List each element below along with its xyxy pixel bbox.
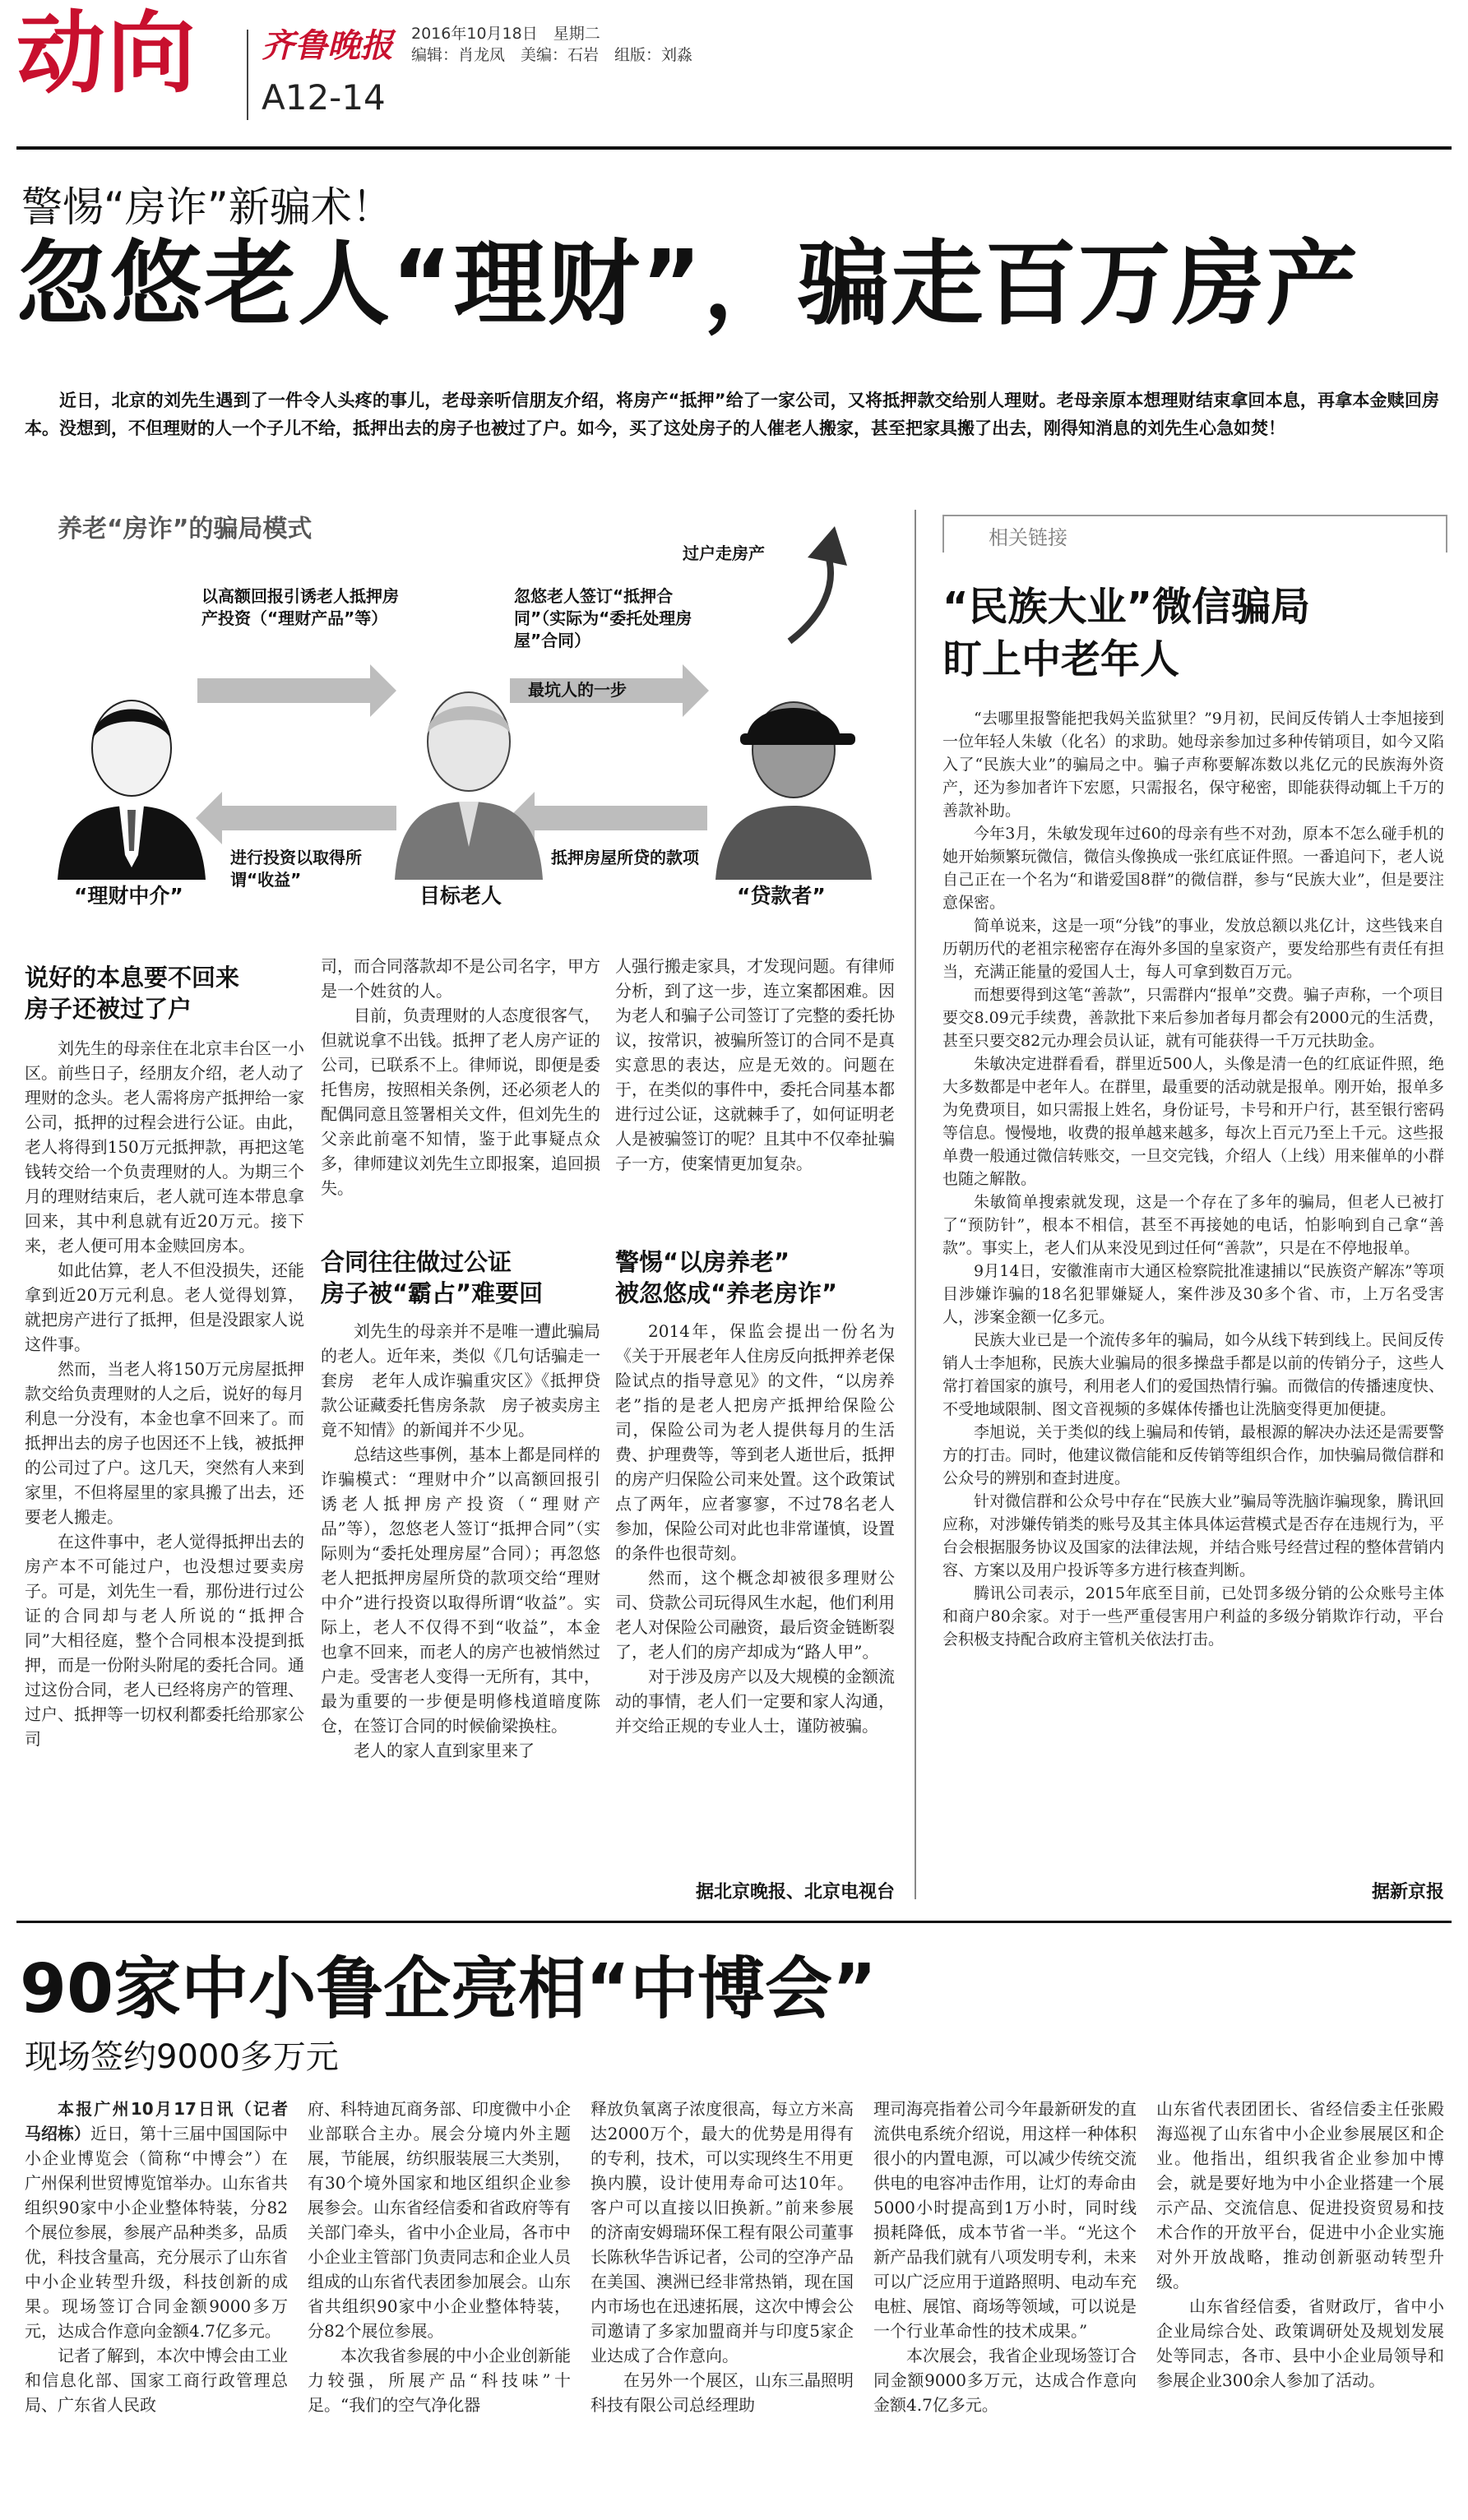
story2-column-3 [590, 2097, 854, 2508]
story1-column-2a [321, 954, 600, 1233]
paragraph: 对于涉及房产以及大规模的金额流动的事情，老人们一定要和家人沟通，并交给正规的专业人士，谨防被骗。 [615, 1667, 895, 1736]
editors-line: 编辑：肖龙凤 美编：石岩 组版：刘淼 [411, 46, 693, 64]
date-line: 2016年10月18日 星期二 [411, 25, 600, 43]
story1-subhead-2: 合同往往做过公证 房子被“霸占”难要回 [321, 1248, 544, 1307]
sidebar-headline: “民族大业”微信骗局 盯上中老年人 [942, 584, 1311, 682]
paragraph: 朱敏简单搜索就发现，这是一个存在了多年的骗局，但老人已被打了“预防针”，根本不相信，甚至不再接她的电话，怕影响到自己拿“善款”。事实上，老人们从来没见到过任何“善款”，只是在不停地报单。 [942, 1193, 1444, 1257]
paragraph: 2014年，保监会提出一份名为《关于开展老年人住房反向抵押养老保险试点的指导意见》的文件，“以房养老”指的是老人把房产抵押给保险公司，保险公司为老人提供每月的生活费、护理费等，等到老人逝世后，抵押的房产归保险公司来处置。这个政策试点了两年，应者寥寥，不过78名老人参加，保险公司对此也非常谨慎，设置的条件也很苛刻。 [615, 1321, 895, 1563]
dateline: 本报广州10月17日讯（记者 马绍栋） [25, 2099, 304, 2143]
paragraph: 刘先生的母亲并不是唯一遭此骗局的老人。近年来，类似《几句话骗走一套房 老年人成诈骗重灾区》《抵押贷款公证藏委托售房条款 房子被卖房主竟不知情》的新闻并不少见。 [321, 1321, 600, 1440]
sidebar-tag: 相关链接 [989, 526, 1067, 549]
page-number: A12-14 [262, 77, 386, 118]
paragraph: 记者了解到，本次中博会由工业和信息化部、国家工商行政管理总局、广东省人民政 [25, 2346, 288, 2415]
paragraph: 刘先生的母亲住在北京丰台区一小区。前些日子，经朋友介绍，老人动了理财的念头。老人需将房产抵押给一家公司，抵押的过程会进行公证。由此，老人将得到150万元抵押款，再把这笔钱转交给一个负责理财的人。为期三个月的理财结束后，老人就可连本带息拿回来，其中利息就有近20万元。接下来，老人便可用本金赎回房本。 [25, 1038, 304, 1255]
paragraph: 如此估算，老人不但没损失，还能拿到近20万元利息。老人觉得划算，就把房产进行了抵押，但是没跟家人说这件事。 [25, 1260, 304, 1354]
story1-column-1 [25, 1036, 304, 1907]
paragraph: 在另外一个展区，山东三晶照明科技有限公司总经理助 [590, 2370, 854, 2415]
story1-headline: 忽悠老人“理财”，骗走百万房产 [16, 231, 1360, 338]
story1-kicker: 警惕“房诈”新骗术！ [21, 183, 393, 231]
paragraph: 然而，当老人将150万元房屋抵押款交给负责理财的人之后，说好的每月利息一分没有，本金也拿不回来了。而抵押出去的房子也因还不上钱，被抵押的公司过了户。这几天，突然有人来到家里，不但将屋里的家具搬了出去，还要老人搬走。 [25, 1359, 304, 1527]
story1-column-3b [615, 1319, 895, 1875]
person-right-name: “贷款者” [737, 884, 826, 908]
paragraph: 9月14日，安徽淮南市大通区检察院批准逮捕以“民族资产解冻”等项目涉嫌诈骗的18名犯罪嫌疑人，案件涉及30多个省、市，上万名受害人，涉案金额一亿多元。 [942, 1262, 1444, 1326]
sidebar-body [942, 707, 1444, 1875]
paragraph: 府、科特迪瓦商务部、印度微中小企业部联合主办。展会分境内外主题展，节能展，纺织服装展三大类别，有30个境外国家和地区组织企业参展参会。山东省经信委和省政府等有关部门牵头，省中小企业局，各市中小企业主管部门负责同志和企业人员组成的山东省代表团参加展会。山东省共组织90家中小企业整体特装，分82个展位参展。 [308, 2099, 571, 2341]
label-bottom-left: 进行投资以取得所谓“收益” [230, 848, 362, 890]
paragraph: 释放负氧离子浓度很高，每立方米高达2000万个，最大的优势是用得有的专利，技术，可以实现终生不用更换内膜，设计使用寿命可达10年。客户可以直接以旧换新。”前来参展的济南安姆瑞环保工程有限公司董事长陈秋华告诉记者，公司的空净产品在美国、澳洲已经非常热销，现在国内市场也在迅速拓展，这次中博会公司邀请了多家加盟商并与印度5家企业达成了合作意向。 [590, 2099, 854, 2365]
section-title: 动向 [16, 2, 198, 105]
paragraph: 总结这些事例，基本上都是同样的诈骗模式：“理财中介”以高额回报引诱老人抵押房产投资（“理财产品”等），忽悠老人签订“抵押合同”（实际则为“委托处理房屋”合同）；再忽悠老人把抵押房屋所贷的款项交给“理财中介”进行投资以取得所谓“收益”。实际上，老人不仅得不到“收益”，本金也拿不回来，而老人的房产也被悄然过户走。受害老人变得一无所有，其中，最为重要的一步便是明修栈道暗度陈仓，在签订合同的时候偷梁换柱。 [321, 1445, 600, 1736]
arrow-bottom-left [196, 792, 396, 844]
person-financial-agent-icon [49, 691, 214, 880]
story2-headline: 90家中小鲁企亮相“中博会” [20, 1950, 877, 2028]
paragraph: 本次我省参展的中小企业创新能力较强，所展产品“科技味”十足。“我们的空气净化器 [308, 2346, 571, 2415]
paragraph: 目前，负责理财的人态度很客气，但就说拿不出钱。抵押了老人房产证的公司，已联系不上。律师说，即便是委托售房，按照相关条例，还必须老人的配偶同意且签署相关文件，但刘先生的父亲此前毫不知情，鉴于此事疑点众多，律师建议刘先生立即报案，追回损失。 [321, 1006, 600, 1198]
story1-subhead-3: 警惕“以房养老” 被忽悠成“养老房诈” [615, 1248, 838, 1307]
paragraph: 民族大业已是一个流传多年的骗局，如今从线下转到线上。民间反传销人士李旭称，民族大业骗局的很多操盘手都是以前的传销分子，这些人常打着国家的旗号，利用老人们的爱国热情行骗。而微信的传播速度快、不受地域限制、图文音视频的多媒体传播也让洗脑变得更加便捷。 [942, 1331, 1444, 1418]
paragraph: 老人的家人直到家里来了 [354, 1741, 535, 1760]
story1-column-3a [615, 954, 895, 1233]
label-arrow-mid: 最坑人的一步 [528, 680, 627, 700]
paragraph: 针对微信群和公众号中存在“民族大业”骗局等洗脑诈骗现象，腾讯回应称，对涉嫌传销类的账号及其主体具体运营模式是否存在违规行为，平台会根据服务协议及国家的法律法规，并结合账号经营过程的整体营销内容、方案以及用户投诉等多方进行核查判断。 [942, 1492, 1444, 1579]
story2-column-5 [1156, 2097, 1444, 2508]
paragraph: 在这件事中，老人觉得抵押出去的房产本不可能过户，也没想过要卖房子。可是，刘先生一看，那份进行过公证的合同却与老人所说的“抵押合同”大相径庭，整个合同根本没提到抵押，而是一份附头附尾的委托合同。通过这份合同，老人已经将房产的管理、过户、抵押等一切权利都委托给那家公司 [25, 1532, 304, 1749]
paper-logo: 齐鲁晚报 [262, 26, 393, 65]
paragraph-text: 近日，第十三届中国国际中小企业博览会（简称“中博会”）在广州保利世贸博览馆举办。山东省共组织90家中小企业整体特装，分82个展位参展，参展产品种类多，品质优，科技含量高，充分展示了山东省中小企业转型升级，科技创新的成果。现场签订合同金额9000多万元，达成合作意向金额4.7亿多元。 [25, 2124, 288, 2341]
paragraph: 腾讯公司表示，2015年底至目前，已处罚多级分销的公众账号主体和商户80余家。对于一些严重侵害用户利益的多级分销欺诈行动，平台会积极支持配合政府主管机关依法打击。 [942, 1584, 1444, 1648]
paragraph: 山东省代表团团长、省经信委主任张殿海巡视了山东省中小企业参展展区和企业。他指出，组织我省企业参加中博会，就是要好地为中小企业搭建一个展示产品、交流信息、促进投资贸易和技术合作的开放平台，促进中小企业实施对外开放战略，推动创新驱动转型升级。 [1156, 2099, 1444, 2291]
paragraph: 山东省经信委，省财政厅，省中小企业局综合处、政策调研处及规划发展处等同志，各市、县中小企业局领导和参展企业300余人参加了活动。 [1156, 2296, 1444, 2390]
paragraph: “去哪里报警能把我妈关监狱里？”9月初，民间反传销人士李旭接到一位年轻人朱敏（化名）的求助。她母亲参加过多种传销项目，如今又陷入了“民族大业”的骗局之中。骗子声称要解冻数以兆亿元的民族海外资产，还为参加者许下宏愿，只需报名，保守秘密，即能获得动辄上千万的善款补助。 [942, 710, 1444, 820]
story2-column-1 [25, 2097, 304, 2508]
sidebar-credit: 据新京报 [1371, 1882, 1444, 1903]
label-top-left: 以高额回报引诱老人抵押房产投资（“理财产品”等） [201, 586, 399, 628]
story1-credit: 据北京晚报、北京电视台 [695, 1882, 895, 1903]
story2-column-2 [308, 2097, 571, 2508]
person-left-name: “理财中介” [74, 884, 183, 908]
masthead-rule [16, 146, 1452, 150]
paragraph: 今年3月，朱敏发现年过60的母亲有些不对劲，原本不怎么碰手机的她开始频繁玩微信，微信头像换成一张红底证件照。一番追问下，老人说自己正在一个名为“和谐爱国8群”的微信群，参与“民族大业”，但是要注意保密。 [942, 825, 1444, 912]
paragraph: 然而，这个概念却被很多理财公司、贷款公司玩得风生水起，他们利用老人对保险公司融资，最后资金链断裂了，老人们的房产却成为“路人甲”。 [615, 1568, 895, 1662]
paragraph [25, 2097, 304, 2343]
sidebar-divider [915, 510, 916, 1899]
masthead-divider [247, 30, 248, 120]
person-mid-name: 目标老人 [419, 884, 502, 908]
paragraph: 理司海亮指着公司今年最新研发的直流供电系统介绍说，用这样一种体积很小的内置电源，可以减少传统交流供电的电容冲击作用，让灯的寿命由5000小时提高到1万小时，同时线损耗降低，成本节省一半。“光这个新产品我们就有八项发明专利，未来可以广泛应用于道路照明、电动车充电桩、展馆、商场等领域，可以说是一个行业革命性的技术成果。” [873, 2099, 1137, 2341]
scam-diagram [25, 493, 896, 913]
story1-lede: 近日，北京的刘先生遇到了一件令人头疼的事儿，老母亲听信朋友介绍，将房产“抵押”给了一家公司，又将抵押款交给别人理财。老母亲原本想理财结束拿回本息，再拿本金赎回房本。没想到，不但理财的人一个子儿不给，抵押出去的房子也被过了户。如今，买了这处房子的人催老人搬家，甚至把家具搬了出去，刚得知消息的刘先生心急如焚！ [25, 391, 1439, 438]
label-top-mid: 忽悠老人签订“抵押合同”（实际为“委托处理房屋”合同） [514, 586, 692, 650]
paragraph: 李旭说，关于类似的线上骗局和传销，最根源的解决办法还是需要警方的打击。同时，他建议微信能和反传销等组织合作，加快骗局微信群和公众号的辨别和查封进度。 [942, 1423, 1444, 1487]
paragraph: 人强行搬走家具，才发现问题。有律师分析，到了这一步，连立案都困难。因为老人和骗子公司签订了完整的委托协议，按常识，被骗所签订的合同不是真实意思的表达，应是无效的。问题在于，在类似的事件中，委托合同基本都进行过公证，这就棘手了，如何证明老人是被骗签订的呢？且其中不仅牵扯骗子一方，使案情更加复杂。 [615, 956, 895, 1173]
paragraph: 司，而合同落款却不是公司名字，甲方是一个姓贫的人。 [321, 956, 600, 1001]
paragraph: 而想要得到这笔“善款”，只需群内“报单”交费。骗子声称，一个项目要交8.09元手续费，善款批下来后参加者每月都会有2000元的生活费，甚至只要交82元办理会员认证，就有可能获得一千万元扶助金。 [942, 986, 1444, 1050]
paragraph: 简单说来，这是一项“分钱”的事业，发放总额以兆亿计，这些钱来自历朝历代的老祖宗秘密存在海外多国的皇家资产，要发给那些有责任有担当，充满正能量的爱国人士，每人可拿到数百万元。 [942, 917, 1444, 981]
person-lender-icon [707, 682, 880, 880]
diagram-title: 养老“房诈”的骗局模式 [58, 515, 313, 543]
label-top-right: 过户走房产 [683, 543, 765, 563]
paragraph: 朱敏决定进群看看，群里近500人，头像是清一色的红底证件照，绝大多数都是中老年人。在群里，最重要的活动就是报单。刚开始，报单多为免费项目，如只需报上姓名，身份证号，卡号和开户行，甚至银行密码等信息。慢慢地，收费的报单越来越多，每次上百元乃至上千元。这些报单费一般通过微信转账交，一旦交完钱，介绍人（上线）用来催单的小群也随之解散。 [942, 1055, 1444, 1188]
paragraph: 本次展会，我省企业现场签订合同金额9000多万元，达成合作意向金额4.7亿多元。 [873, 2346, 1137, 2415]
story1-column-2b [321, 1319, 600, 1907]
story2-column-4 [873, 2097, 1137, 2508]
section-rule [16, 1921, 1452, 1923]
label-bottom-mid: 抵押房屋所贷的款项 [551, 848, 699, 867]
arrow-top-left [197, 664, 396, 717]
story1-subhead-1: 说好的本息要不回来 房子还被过了户 [25, 964, 240, 1023]
story2-subhead: 现场签约9000多万元 [25, 2038, 339, 2076]
person-elderly-icon [387, 682, 551, 880]
